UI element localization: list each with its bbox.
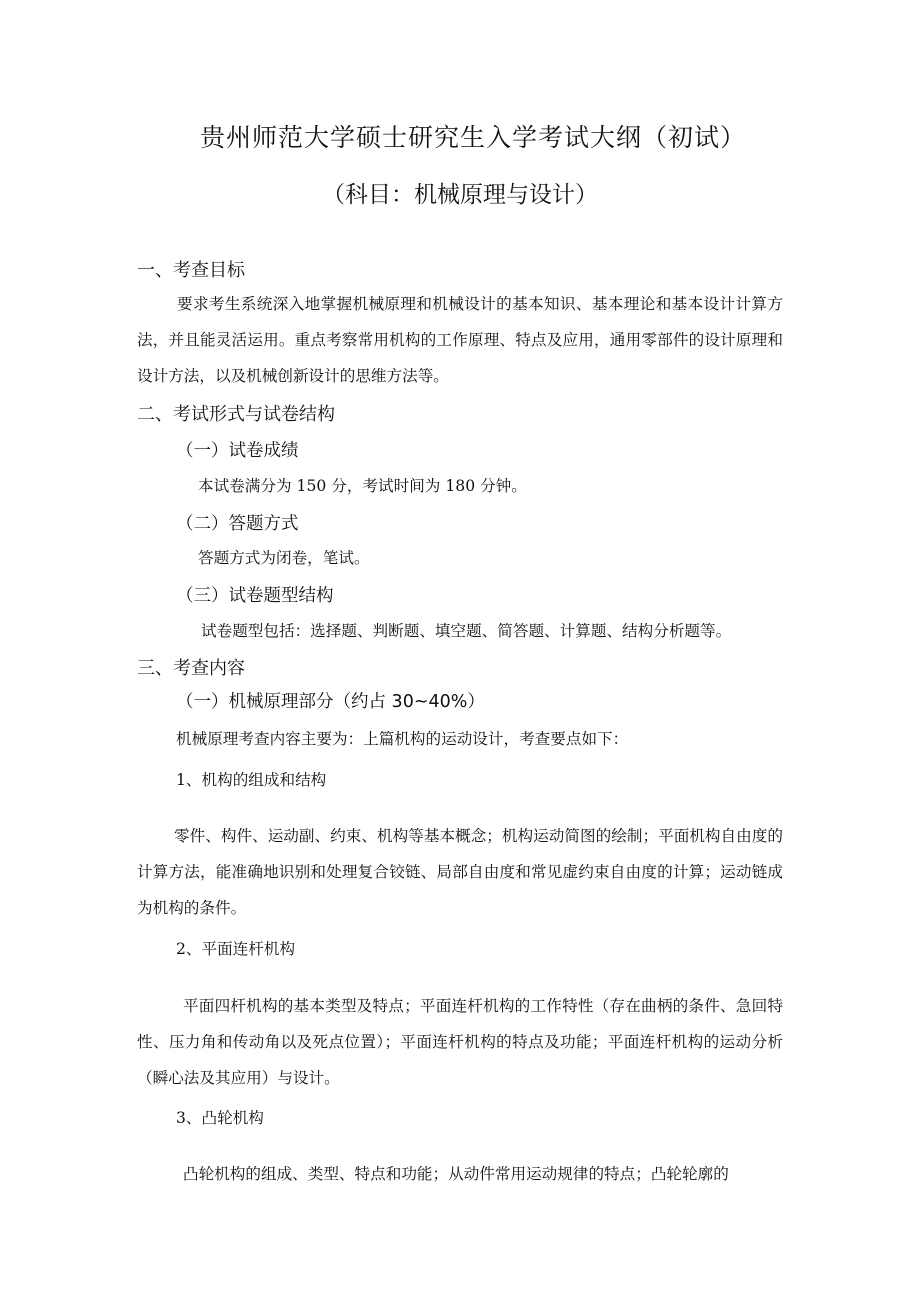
mechanism-principles-intro: 机械原理考查内容主要为：上篇机构的运动设计，考查要点如下： — [176, 730, 629, 748]
item-3-paragraph: 凸轮机构的组成、类型、特点和功能；从动件常用运动规律的特点；凸轮轮廓的 — [183, 1165, 729, 1183]
subheading-mechanism-principles: （一）机械原理部分（约占 30~40%） — [176, 692, 485, 712]
answer-mode-text: 答题方式为闭卷，笔试。 — [198, 549, 370, 567]
score-text: 本试卷满分为 150 分，考试时间为 180 分钟。 — [198, 477, 527, 495]
item-2-title: 2、平面连杆机构 — [176, 940, 296, 958]
section-heading-exam-format: 二、考试形式与试卷结构 — [137, 404, 335, 425]
item-2-paragraph: 平面四杆机构的基本类型及特点；平面连杆机构的工作特性（存在曲柄的条件、急回特性、压力角和传动角以及死点位置）；平面连杆机构的特点及功能；平面连杆机构的运动分析（瞬心法及其应用）与设计。 — [137, 997, 783, 1087]
question-types-text: 试卷题型包括：选择题、判断题、填空题、简答题、计算题、结构分析题等。 — [201, 622, 732, 640]
document-title: 贵州师范大学硕士研究生入学考试大纲（初试） — [200, 123, 747, 152]
section-heading-content: 三、考查内容 — [137, 658, 245, 679]
section-heading-objectives: 一、考查目标 — [137, 260, 245, 281]
item-1-title: 1、机构的组成和结构 — [176, 771, 327, 789]
subheading-score: （一）试卷成绩 — [176, 441, 299, 461]
item-1-paragraph: 零件、构件、运动副、约束、机构等基本概念；机构运动简图的绘制；平面机构自由度的计算方法，能准确地识别和处理复合铰链、局部自由度和常见虚约束自由度的计算；运动链成为机构的条件。 — [137, 827, 783, 917]
item-3-title: 3、凸轮机构 — [176, 1109, 264, 1127]
subheading-answer-mode: （二）答题方式 — [176, 514, 299, 534]
document-subtitle: （科目：机械原理与设计） — [322, 182, 598, 208]
objectives-paragraph: 要求考生系统深入地掌握机械原理和机械设计的基本知识、基本理论和基本设计计算方法，并且能灵活运用。重点考察常用机构的工作原理、特点及应用，通用零部件的设计原理和设计方法，以及机械创新设计的思维方法等。 — [137, 295, 783, 385]
subheading-question-types: （三）试卷题型结构 — [176, 586, 334, 606]
